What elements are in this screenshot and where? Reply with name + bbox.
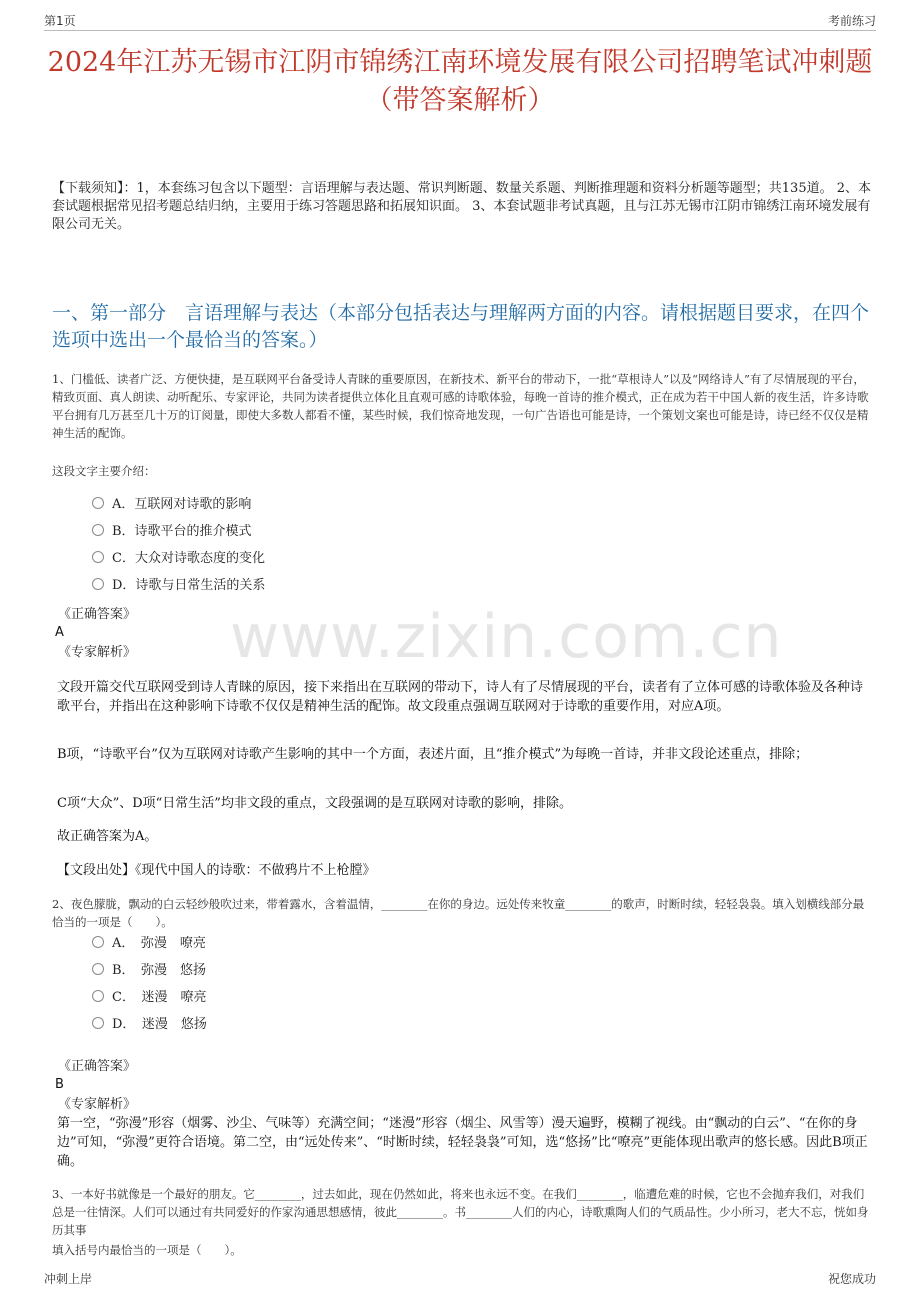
q2-option-c[interactable]: C． 迷漫 嘹亮 <box>92 989 206 1007</box>
q1-source: 【文段出处】《现代中国人的诗歌：不做鸦片不上枪膛》 <box>57 863 376 878</box>
q2-analysis-label: 《专家解析》 <box>58 1097 137 1112</box>
q2-analysis: 第一空，“弥漫”形容（烟雾、沙尘、气味等）充满空间；“迷漫”形容（烟尘、风雪等）漫天遍野，模糊了视线。由“飘动的白云”、“在你的身边”可知，“弥漫”更符合语境。第二空，由“远处传来”、“时断时续，轻轻袅袅”可知，选“悠扬”比“嘹亮”更能体现出歌声的悠长感。因此B项正确。 <box>57 1116 868 1169</box>
page-footer <box>44 1270 876 1290</box>
q1-option-c[interactable]: C．大众对诗歌态度的变化 <box>92 550 265 568</box>
page-header <box>44 10 876 31</box>
footer-right-label: 祝您成功 <box>827 1272 876 1286</box>
q1-answer: A <box>55 625 64 640</box>
q1-option-b[interactable]: B．诗歌平台的推介模式 <box>92 523 252 541</box>
q2-option-b[interactable]: B． 弥漫 悠扬 <box>92 962 206 980</box>
q1-analysis-paragraph: B项，“诗歌平台”仅为互联网对诗歌产生影响的其中一个方面，表述片面，且“推介模式”为每晚一首诗，并非文段论述重点，排除； <box>57 747 809 762</box>
radio-icon[interactable] <box>92 1017 104 1029</box>
section-heading: 一、第一部分 言语理解与表达（本部分包括表达与理解两方面的内容。请根据题目要求，在四个选项中选出一个最恰当的答案。） <box>52 302 870 351</box>
q1-analysis-paragraph: C项“大众”、D项“日常生活”均非文段的重点，文段强调的是互联网对诗歌的影响，排除。 <box>57 796 572 811</box>
q1-analysis-paragraph: 文段开篇交代互联网受到诗人青睐的原因，接下来指出在互联网的带动下，诗人有了尽情展现的平台，读者有了立体可感的诗歌体验及各种诗歌平台，并指出在这种影响下诗歌不仅仅是精神生活的配饰。故文段重点强调互联网对于诗歌的重要作用，对应A项。 <box>57 680 864 714</box>
q2-answer: B <box>55 1077 64 1092</box>
question-1-text: 1、门槛低、读者广泛、方便快捷，是互联网平台备受诗人青睐的重要原因，在新技术、新平台的带动下，一批“草根诗人”以及“网络诗人”有了尽情展现的平台，精致页面、真人朗读、动听配乐、专家评论，共同为读者提供立体化且直观可感的诗歌体验，每晚一首诗的推介模式，正在成为若干中国人新的夜生活，许多诗歌平台拥有几万甚至几十万的订阅量，即使大多数人都看不懂，某些时候，我们惊奇地发现，一句广告语也可能是诗，一个策划文案也可能是诗，诗已经不仅仅是精神生活的配饰。 <box>52 372 869 440</box>
question-3-text: 3、一本好书就像是一个最好的朋友。它________，过去如此，现在仍然如此，将来也永远不变。在我们________，临遭危难的时候，它也不会抛弃我们，对我们总是一往情深。人们可以通过有共同爱好的作家沟通思想感情，彼此________。书________人们的内心，诗歌熏陶人们的气质品性。少小所习，老大不忘，恍如身历其事 <box>52 1187 869 1237</box>
q1-analysis-paragraph: 故正确答案为A。 <box>57 829 158 844</box>
page-number: 第1页 <box>44 14 76 28</box>
document-title: 2024年江苏无锡市江阴市锦绣江南环境发展有限公司招聘笔试冲刺题（带答案解析） <box>47 47 873 116</box>
header-right-label: 考前练习 <box>827 14 876 28</box>
radio-icon[interactable] <box>92 551 104 563</box>
radio-icon[interactable] <box>92 936 104 948</box>
footer-left-label: 冲刺上岸 <box>44 1272 93 1286</box>
radio-icon[interactable] <box>92 963 104 975</box>
watermark: www.zixin.com.cn <box>230 602 783 672</box>
radio-icon[interactable] <box>92 578 104 590</box>
q1-analysis-label: 《专家解析》 <box>58 645 137 660</box>
radio-icon[interactable] <box>92 990 104 1002</box>
q1-answer-label: 《正确答案》 <box>58 607 137 622</box>
download-notice: 【下载须知】：1，本套练习包含以下题型：言语理解与表达题、常识判断题、数量关系题、判断推理题和资料分析题等题型；共135道。 2、本套试题根据常见招考题总结归纳，主要用于练习答题思路和拓展知识面。 3、本套试题非考试真题，且与江苏无锡市江阴市锦绣江南环境发展有限公司无关。 <box>52 181 871 232</box>
q1-option-d[interactable]: D．诗歌与日常生活的关系 <box>92 577 265 595</box>
q2-option-a[interactable]: A． 弥漫 嘹亮 <box>92 935 206 953</box>
q2-answer-label: 《正确答案》 <box>58 1059 137 1074</box>
question-3-prompt: 填入括号内最恰当的一项是（ ）。 <box>52 1243 242 1257</box>
q1-option-a[interactable]: A．互联网对诗歌的影响 <box>92 496 251 514</box>
question-2-text: 2、夜色朦胧，飘动的白云轻纱般吹过来，带着露水，含着温情，________在你的身边。远处传来牧童________的歌声，时断时续，轻轻袅袅。填入划横线部分最恰当的一项是（ ）。 <box>52 897 865 929</box>
radio-icon[interactable] <box>92 497 104 509</box>
radio-icon[interactable] <box>92 524 104 536</box>
q2-option-d[interactable]: D． 迷漫 悠扬 <box>92 1016 207 1034</box>
question-1-prompt: 这段文字主要介绍： <box>52 464 156 478</box>
